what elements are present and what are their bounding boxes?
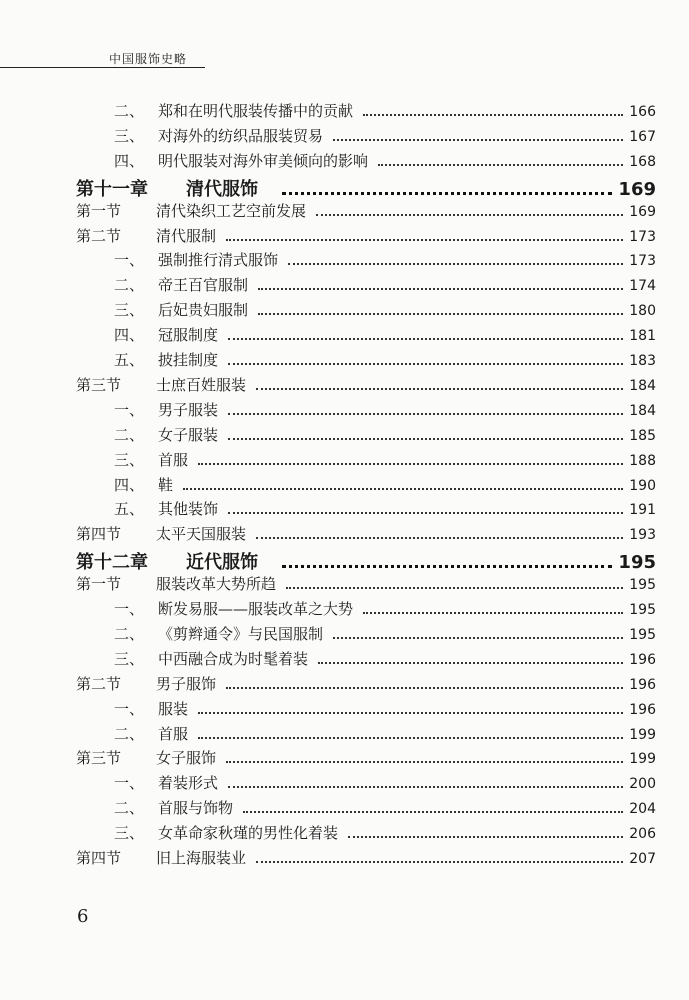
toc-entry-title: 着装形式 <box>158 774 219 793</box>
toc-entry-title: 中西融合成为时髦着装 <box>158 649 309 668</box>
toc-entry-prefix: 第四节 <box>76 849 122 867</box>
toc-entry-page: 196 <box>629 701 656 718</box>
toc-entry-item <box>114 249 656 270</box>
toc-entry-prefix: 二、 <box>114 425 145 444</box>
toc-entry-item <box>114 797 656 818</box>
toc-entry-title: 清代服制 <box>156 226 217 245</box>
toc-entry-prefix: 二、 <box>114 102 145 120</box>
toc-entry-prefix: 二、 <box>114 624 145 643</box>
dot-leader <box>228 337 623 340</box>
toc-entry-item <box>114 498 656 519</box>
toc-entry-title: 首服与饰物 <box>158 799 234 818</box>
toc-entry-item <box>114 399 656 420</box>
toc-entry-page: 184 <box>629 402 656 419</box>
toc-entry-title: 帝王百官服制 <box>158 276 249 295</box>
header-rule <box>0 67 205 68</box>
toc-entry-prefix: 三、 <box>114 824 145 843</box>
toc-entry-prefix: 第十一章 <box>76 178 148 200</box>
toc-entry-page: 169 <box>629 203 656 220</box>
toc-entry-prefix: 第四节 <box>76 525 122 544</box>
dot-leader <box>286 586 623 589</box>
toc-entry-prefix: 第三节 <box>76 749 122 768</box>
toc-entry-page: 190 <box>629 477 656 494</box>
toc-entry-section <box>76 673 656 694</box>
dot-leader <box>318 661 623 664</box>
toc-entry-page: 167 <box>629 128 656 145</box>
toc-entry-prefix: 三、 <box>114 126 145 145</box>
toc-entry-title: 服装改革大势所趋 <box>156 575 277 594</box>
dot-leader <box>228 437 623 440</box>
dot-leader <box>198 711 623 714</box>
dot-leader <box>288 262 623 265</box>
toc-entry-page: 199 <box>629 726 656 743</box>
dot-leader <box>228 412 623 415</box>
toc-entry-prefix: 二、 <box>114 276 145 295</box>
toc-entry-title: 士庶百姓服装 <box>156 375 247 394</box>
toc-entry-prefix: 二、 <box>114 724 145 743</box>
dot-leader <box>378 163 623 166</box>
toc-entry-item <box>114 349 656 370</box>
toc-entry-title: 冠服制度 <box>158 326 219 345</box>
running-header: 中国服饰史略 <box>109 52 188 66</box>
toc-entry-page: 174 <box>629 278 656 295</box>
toc-entry-title: 披挂制度 <box>158 351 219 369</box>
toc-entry-title: 旧上海服装业 <box>156 849 247 867</box>
toc-entry-page: 181 <box>629 328 656 345</box>
toc-entry-item <box>114 723 656 744</box>
toc-entry-prefix: 三、 <box>114 301 145 320</box>
toc-entry-title: 郑和在明代服装传播中的贡献 <box>158 102 354 120</box>
dot-leader <box>228 511 623 514</box>
toc-entry-title: 对海外的纺织品服装贸易 <box>158 126 324 145</box>
toc-entry-title: 首服 <box>158 724 189 743</box>
toc-entry-item <box>114 150 656 171</box>
dot-leader <box>228 362 623 365</box>
toc-entry-prefix: 三、 <box>114 649 145 668</box>
toc-entry-title: 女子服饰 <box>156 749 217 768</box>
dot-leader <box>198 462 623 465</box>
toc-entry-page: 195 <box>629 626 656 643</box>
dot-leader <box>316 213 623 216</box>
toc-entry-page: 207 <box>629 851 656 867</box>
toc-entry-prefix: 一、 <box>114 774 145 793</box>
toc-entry-page: 168 <box>629 153 656 170</box>
toc-entry-prefix: 五、 <box>114 351 145 369</box>
toc-entry-title: 男子服饰 <box>156 674 217 693</box>
dot-leader <box>256 387 623 390</box>
toc-entry-page: 195 <box>629 602 656 618</box>
toc-entry-item <box>114 698 656 719</box>
toc-entry-prefix: 二、 <box>114 799 145 818</box>
toc-entry-chapter <box>76 175 656 201</box>
toc-entry-page: 166 <box>629 104 656 120</box>
dot-leader <box>226 760 623 763</box>
toc-entry-prefix: 一、 <box>114 400 145 419</box>
toc-entry-page: 180 <box>629 303 656 320</box>
toc-entry-item <box>114 449 656 470</box>
toc-entry-page: 185 <box>629 427 656 444</box>
toc-entry-item <box>114 822 656 843</box>
toc-entry-page: 184 <box>629 377 656 394</box>
toc-entry-title: 服装 <box>158 699 189 718</box>
toc-entry-item <box>114 623 656 644</box>
dot-leader <box>258 287 623 290</box>
dot-leader <box>348 835 623 838</box>
toc-entry-page: 195 <box>618 552 656 574</box>
toc-entry-prefix: 四、 <box>114 326 145 345</box>
dot-leader <box>258 312 623 315</box>
toc-entry-title: 男子服装 <box>158 400 219 419</box>
toc-entry-item <box>114 648 656 669</box>
toc-entry-title: 近代服饰 <box>186 552 258 574</box>
toc-entry-prefix: 三、 <box>114 450 145 469</box>
toc-entry-prefix: 一、 <box>114 600 145 618</box>
toc-entry-page: 195 <box>629 577 656 594</box>
dot-leader <box>363 611 623 614</box>
toc-entry-title: 《剪辫通令》与民国服制 <box>158 624 324 643</box>
dot-leader <box>333 138 623 141</box>
toc-entry-title: 女子服装 <box>158 425 219 444</box>
toc-entry-chapter <box>76 548 656 574</box>
toc-entry-title: 断发易服——服装改革之大势 <box>158 600 354 618</box>
toc-entry-item <box>114 772 656 793</box>
toc-entry-item <box>114 125 656 146</box>
toc-entry-page: 191 <box>629 502 656 519</box>
toc-entry-title: 女革命家秋瑾的男性化着装 <box>158 824 339 843</box>
toc-entry-prefix: 一、 <box>114 251 145 270</box>
toc-entry-page: 193 <box>629 527 656 544</box>
toc-entry-page: 199 <box>629 751 656 768</box>
dot-leader <box>198 736 623 739</box>
toc-entry-section <box>76 225 656 246</box>
toc-entry-prefix: 第二节 <box>76 226 122 245</box>
toc-entry-prefix: 五、 <box>114 500 145 519</box>
toc-entry-item <box>114 424 656 445</box>
page-number: 6 <box>77 906 89 927</box>
toc-entry-section <box>76 523 656 544</box>
toc-entry-prefix: 第三节 <box>76 375 122 394</box>
toc-entry-prefix: 四、 <box>114 151 145 170</box>
toc-entry-page: 169 <box>618 178 656 200</box>
toc-entry-section <box>76 747 656 768</box>
toc-entry-title: 首服 <box>158 450 189 469</box>
toc-entry-page: 204 <box>629 801 656 818</box>
toc-entry-page: 188 <box>629 452 656 469</box>
toc-entry-title: 清代染织工艺空前发展 <box>156 201 307 220</box>
dot-leader <box>256 860 623 863</box>
toc-entry-item <box>114 474 656 495</box>
dot-leader <box>363 113 623 116</box>
toc-entry-item <box>114 299 656 320</box>
toc-entry-prefix: 一、 <box>114 699 145 718</box>
toc-entry-page: 173 <box>629 253 656 270</box>
dot-leader <box>226 686 623 689</box>
toc-entry-page: 200 <box>629 776 656 793</box>
toc-entry-title: 后妃贵妇服制 <box>158 301 249 320</box>
dot-leader <box>282 191 612 195</box>
toc-entry-section <box>76 573 656 594</box>
toc-entry-page: 183 <box>629 353 656 369</box>
toc-entry-title: 强制推行清式服饰 <box>158 251 279 270</box>
toc-entry-prefix: 四、 <box>114 475 145 494</box>
toc-entry-section <box>76 200 656 221</box>
toc-entry-item <box>114 324 656 345</box>
toc-entry-title: 清代服饰 <box>186 178 258 200</box>
toc-entry-page: 173 <box>629 228 656 245</box>
dot-leader <box>333 636 623 639</box>
dot-leader <box>243 810 623 813</box>
toc-entry-prefix: 第一节 <box>76 575 122 594</box>
toc-entry-page: 196 <box>629 651 656 668</box>
dot-leader <box>226 238 623 241</box>
toc-entry-prefix: 第二节 <box>76 674 122 693</box>
toc-entry-section <box>76 374 656 395</box>
toc-entry-prefix: 第一节 <box>76 201 122 220</box>
dot-leader <box>282 564 612 568</box>
toc-entry-title: 鞋 <box>158 475 174 494</box>
toc-entry-title: 其他装饰 <box>158 500 219 519</box>
toc-entry-title: 太平天国服装 <box>156 525 247 544</box>
toc-entry-prefix: 第十二章 <box>76 552 148 574</box>
dot-leader <box>256 536 623 539</box>
toc-entry-item <box>114 100 656 121</box>
dot-leader <box>183 487 623 490</box>
toc-entry-item <box>114 274 656 295</box>
toc-entry-section <box>76 847 656 868</box>
toc-entry-page: 196 <box>629 676 656 693</box>
toc-entry-title: 明代服装对海外审美倾向的影响 <box>158 151 369 170</box>
toc-entry-page: 206 <box>629 826 656 843</box>
dot-leader <box>228 785 623 788</box>
toc-entry-item <box>114 598 656 619</box>
